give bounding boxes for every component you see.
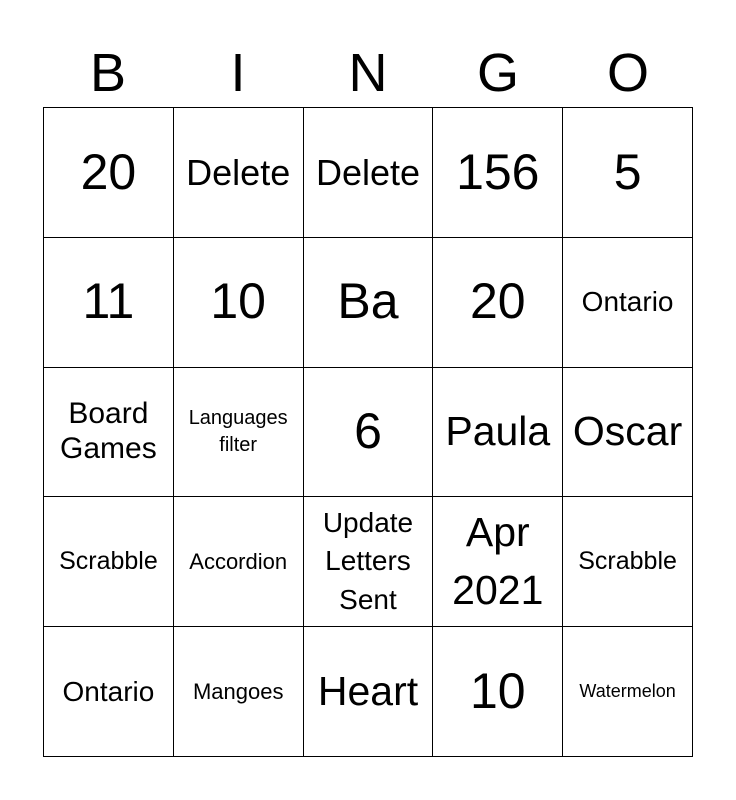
cell-label: Delete bbox=[186, 151, 291, 193]
cell-label: 20 bbox=[80, 143, 137, 200]
bingo-cell[interactable] bbox=[433, 108, 563, 238]
bingo-cell[interactable] bbox=[174, 497, 304, 627]
bingo-cell[interactable] bbox=[44, 368, 174, 498]
bingo-cell[interactable] bbox=[44, 627, 174, 757]
cell-label: Delete bbox=[315, 151, 421, 193]
cell-label: Languages filter bbox=[188, 406, 288, 456]
cell-label: 156 bbox=[456, 143, 540, 200]
bingo-cell[interactable] bbox=[44, 238, 174, 368]
bingo-cell[interactable] bbox=[174, 238, 304, 368]
bingo-cell[interactable] bbox=[174, 108, 304, 238]
bingo-cell[interactable] bbox=[433, 368, 563, 498]
bingo-cell[interactable] bbox=[44, 108, 174, 238]
cell-label: 5 bbox=[613, 143, 642, 200]
header-letter-n: N bbox=[348, 43, 388, 103]
cell-label: Ontario bbox=[581, 286, 674, 318]
cell-label: Oscar bbox=[572, 408, 683, 455]
bingo-cell[interactable] bbox=[304, 368, 434, 498]
bingo-cell[interactable] bbox=[174, 627, 304, 757]
cell-label: Paula bbox=[445, 408, 551, 455]
bingo-cell[interactable] bbox=[563, 368, 693, 498]
bingo-cell[interactable] bbox=[563, 238, 693, 368]
bingo-cell[interactable] bbox=[44, 497, 174, 627]
bingo-cell[interactable] bbox=[304, 238, 434, 368]
cell-label: 20 bbox=[469, 273, 526, 330]
cell-label: Board Games bbox=[60, 397, 157, 465]
header-letter-g: G bbox=[476, 43, 519, 103]
bingo-cell[interactable] bbox=[174, 368, 304, 498]
header-letter-b: B bbox=[89, 43, 127, 103]
header-letter-i: I bbox=[230, 43, 246, 103]
bingo-cell[interactable] bbox=[304, 497, 434, 627]
bingo-cell[interactable] bbox=[433, 627, 563, 757]
bingo-header bbox=[43, 40, 693, 106]
bingo-cell[interactable] bbox=[304, 627, 434, 757]
cell-label: 11 bbox=[82, 273, 135, 330]
bingo-card bbox=[43, 107, 693, 757]
cell-label: Scrabble bbox=[578, 547, 677, 576]
cell-label: Accordion bbox=[189, 549, 288, 575]
cell-label: Watermelon bbox=[579, 681, 676, 702]
bingo-cell[interactable] bbox=[563, 627, 693, 757]
cell-label: Update Letters Sent bbox=[322, 506, 414, 616]
cell-label: 6 bbox=[354, 403, 382, 460]
bingo-cell[interactable] bbox=[563, 108, 693, 238]
cell-label: Ontario bbox=[62, 675, 155, 707]
cell-label: Ba bbox=[337, 273, 399, 330]
cell-label: Mangoes bbox=[192, 678, 284, 704]
cell-label: Apr 2021 bbox=[452, 509, 544, 613]
cell-label: Scrabble bbox=[59, 547, 158, 576]
bingo-cell[interactable] bbox=[563, 497, 693, 627]
header-letter-o: O bbox=[606, 43, 649, 103]
bingo-cell[interactable] bbox=[304, 108, 434, 238]
cell-label: Heart bbox=[317, 668, 419, 715]
bingo-cell[interactable] bbox=[433, 238, 563, 368]
cell-label: 10 bbox=[210, 273, 266, 330]
cell-label: 10 bbox=[469, 662, 526, 719]
bingo-cell[interactable] bbox=[433, 497, 563, 627]
